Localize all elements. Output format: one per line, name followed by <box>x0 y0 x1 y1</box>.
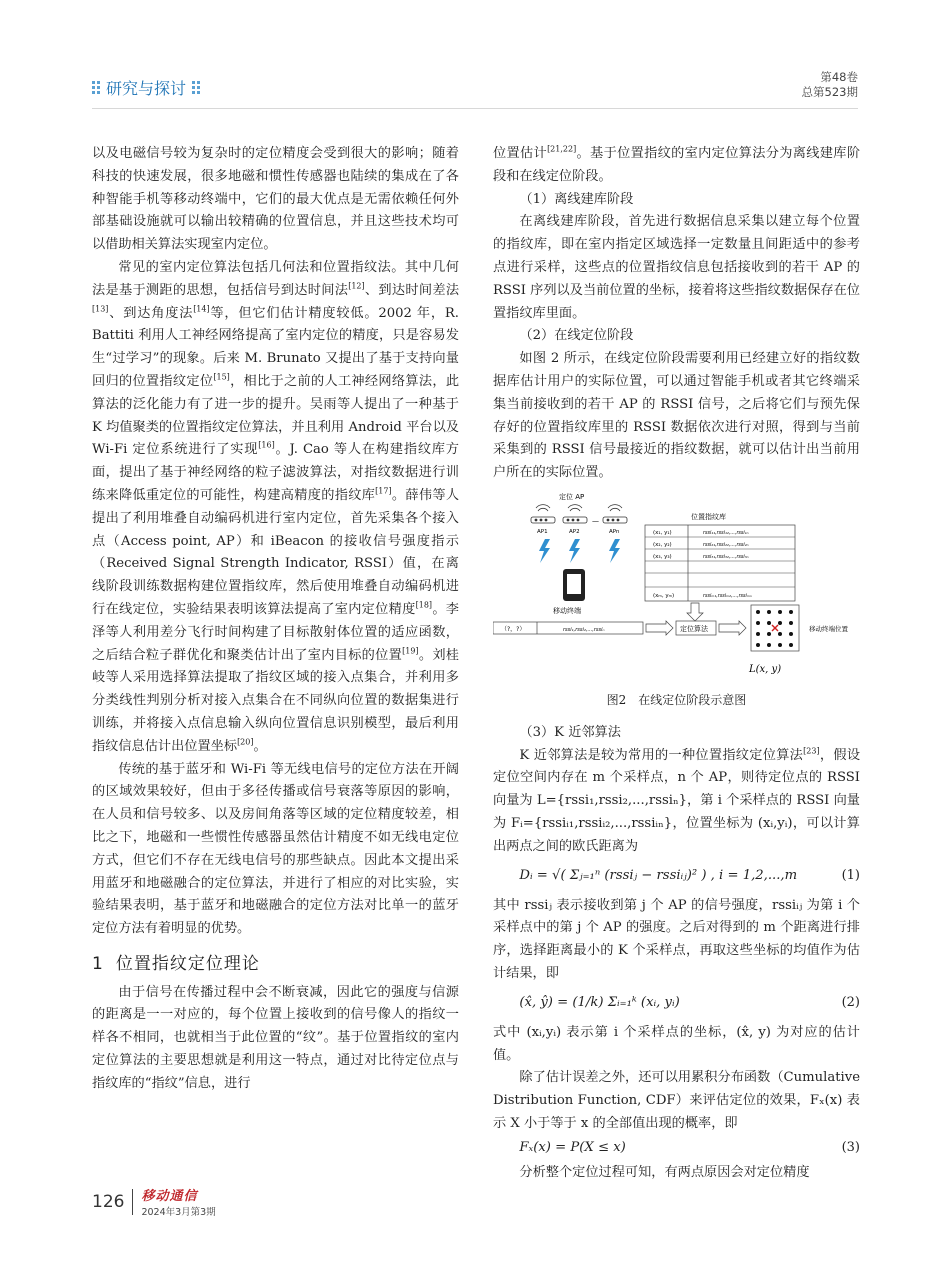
figure-online-positioning <box>493 489 860 689</box>
signal-icon <box>539 539 550 563</box>
paragraph: 如图 2 所示，在线定位阶段需要利用已经建立好的指纹数据库估计用户的实际位置，可以通过智能手机或者其它终端采集当前接收到的若干 AP 的 RSSI 信号，之后将它们与预先保存好的位置指纹库里的 RSSI 数据依次进行对照，得到与当前采集到的 RSSI 信号最接近的指纹数据，就可以估计出当前用户所在的实际位置。 <box>493 351 860 481</box>
section-title: 研究与探讨 <box>106 79 187 98</box>
paragraph: 分析整个定位过程可知，有两点原因会对定位精度 <box>519 1164 810 1180</box>
db-coord: (x₁, y₁) <box>653 529 672 536</box>
journal-info <box>141 1185 215 1218</box>
apn-label: APn <box>609 528 620 535</box>
arrow-down-icon <box>687 603 703 621</box>
journal-issue: 2024年3月第3期 <box>141 1207 216 1218</box>
equation-3: Fₓ(x) = P(X ≤ x) (3) <box>519 1140 860 1156</box>
paragraph: 由于信号在传播过程中会不断衰减，因此它的强度与信源的距离是一一对应的，每个位置上接收到的信号像人的指纹一样各不相同，也就相当于此位置的“纹”。基于位置指纹的室内定位算法的主要思想就是利用这一特点，通过对比待定位点与指纹库的“指纹”信息，进行 <box>92 984 459 1091</box>
db-rssi: rssi₃₁,rssi₃₂,...,rssi₃ₙ <box>703 554 749 560</box>
dash: — <box>592 516 599 525</box>
volume-info <box>802 70 858 100</box>
paragraph: 在离线建库阶段，首先进行数据信息采集以建立每个位置的指纹库，即在室内指定区域选择一定数量且间距适中的参考点进行采样，这些点的位置指纹信息包括接收到的若干 AP 的 RSSI 序列以及当前位置的坐标，接着将这些指纹数据保存在位置指纹库里面。 <box>493 214 860 321</box>
divider <box>132 1189 133 1215</box>
page-header <box>92 66 858 109</box>
arrow-right-icon <box>719 621 746 635</box>
router-icon <box>603 505 627 523</box>
section-heading: 1 位置指纹定位理论 <box>92 953 260 974</box>
position-label: 移动终端位置 <box>809 624 848 633</box>
section-tag <box>92 76 200 99</box>
journal-logo: 移动通信 <box>141 1189 198 1204</box>
signal-icon <box>569 539 580 563</box>
query-rssi: rssi₁,rssi₂,...,rssiₙ <box>563 626 605 633</box>
db-title: 位置指纹库 <box>691 512 726 521</box>
paragraph: 除了估计误差之外，还可以用累积分布函数（Cumulative Distribution Function, CDF）来评估定位的效果，Fₓ(x) 表示 X 小于等于 x 的全部值出现的概率，即 <box>493 1070 860 1131</box>
paragraph: 传统的基于蓝牙和 Wi-Fi 等无线电信号的定位方法在开阔的区域效果较好，但由于多径传播或信号衰落等原因的影响，在人员和信号较多、以及房间角落等区域的定位精度较差，相比之下，地磁和一些惯性传感器虽然估计精度不如无线电定位方式，但它们不存在无线电信号的那些缺点。因此本文提出采用蓝牙和地磁融合的定位算法，并进行了相应的对比实验，实验结果表明，基于蓝牙和地磁融合的定位方法对比单一的蓝牙定位方法有着明显的优势。 <box>92 761 459 937</box>
terminal-label: 移动终端 <box>553 606 581 615</box>
algo-label: 定位算法 <box>680 624 708 633</box>
db-rssi: rssi₁₁,rssi₁₂,...,rssi₁ₙ <box>703 530 749 536</box>
router-icon <box>563 505 587 523</box>
subheading: （1）离线建库阶段 <box>519 191 634 207</box>
paragraph: 式中 (xᵢ,yᵢ) 表示第 i 个采样点的坐标，(x̂, y) 为对应的估计值。 <box>493 1024 860 1063</box>
query-coord: （?，?） <box>501 625 526 633</box>
db-table <box>645 525 795 601</box>
ap-title: 定位 AP <box>559 492 585 501</box>
db-rssi: rssi₂₁,rssi₂₂,...,rssi₂ₙ <box>703 542 749 548</box>
result-label: L(x, y) <box>749 663 782 675</box>
equation-1: Dᵢ = √( Σⱼ₌₁ⁿ (rssiⱼ − rssiᵢⱼ)² ) , i = 1,2,...,m (1) <box>519 868 860 884</box>
volume-number: 第48卷 <box>820 70 858 84</box>
equation-2: (x̂, ŷ) = (1/k) Σᵢ₌₁ᵏ (xᵢ, yᵢ) (2) <box>519 995 860 1011</box>
page-number: 126 <box>92 1191 125 1212</box>
db-coord: (xₘ, yₘ) <box>653 592 675 599</box>
router-icon <box>531 505 555 523</box>
db-coord: (x₂, y₂) <box>653 541 672 548</box>
figure-caption: 图2 在线定位阶段示意图 <box>606 692 747 707</box>
right-column <box>493 143 860 1185</box>
paragraph: 其中 rssiⱼ 表示接收到第 j 个 AP 的信号强度，rssiᵢⱼ 为第 i 个采样点中的第 j 个 AP 的强度。之后对得到的 m 个距离进行排序，选择距离最小的 K 个采样点，再取这些坐标的均值作为估计结果，即 <box>493 897 860 981</box>
ap1-label: AP1 <box>537 528 548 535</box>
db-rssi: rssiₘ₁,rssiₘ₂,...,rssiₘₙ <box>703 593 752 599</box>
left-column <box>92 143 459 1096</box>
paragraph: 位置估计[21,22]。基于位置指纹的室内定位算法分为离线建库阶段和在线定位阶段。 <box>493 144 861 184</box>
total-issue: 总第523期 <box>801 85 858 99</box>
dots-icon <box>92 81 100 94</box>
figure-diagram <box>493 489 860 689</box>
arrow-right-icon <box>646 621 673 635</box>
paragraph: K 近邻算法是较为常用的一种位置指纹定位算法[23]，假设定位空间内存在 m 个采样点，n 个 AP，则待定位点的 RSSI 向量为 L={rssi₁,rssi₂,...,rssiₙ}，第 i 个采样点的 RSSI 向量为 Fᵢ={rssiᵢ₁,rssiᵢ₂,...,rssiᵢₙ}，位置坐标为 (xᵢ,yᵢ)，可以计算出两点之间的欧氏距离为 <box>493 746 861 854</box>
page-footer <box>92 1185 216 1218</box>
signal-icon <box>609 539 620 563</box>
subheading: （3）K 近邻算法 <box>519 724 621 740</box>
subheading: （2）在线定位阶段 <box>519 328 634 344</box>
paragraph: 以及电磁信号较为复杂时的定位精度会受到很大的影响；随着科技的快速发展，很多地磁和惯性传感器也陆续的集成在了各种智能手机等移动终端中，它们的最大优点是无需依赖任何外部基础设施就可以输出较精确的位置信息，并且这些技术均可以借助相关算法实现室内定位。 <box>92 146 459 253</box>
ap2-label: AP2 <box>569 528 580 535</box>
dots-icon <box>192 81 200 94</box>
db-coord: (x₃, y₃) <box>653 553 672 560</box>
paragraph: 常见的室内定位算法包括几何法和位置指纹法。其中几何法是基于测距的思想，包括信号到达时间法[12]、到达时间差法[13]、到达角度法[14]等，但它们估计精度较低。2002 年，R. Battiti 利用人工神经网络提高了室内定位的精度，只是容易发生“过学习”的现象。后来 M. Brunato 又提出了基于支持向量回归的位置指纹定位[15]，相比于之前的人工神经网络算法，此算法的泛化能力有了进一步的提升。吴雨等人提出了一种基于 K 均值聚类的位置指纹定位算法，并且利用 Android 平台以及 Wi-Fi 定位系统进行了实现[16]。J. Cao 等人在构建指纹库方面，提出了基于神经网络的粒子滤波算法，对指纹数据进行训练来降低重定位的可能性，构建高精度的指纹库[17]。薛伟等人提出了利用堆叠自动编码机进行室内定位，首先采集各个接入点（Access point, AP）和 iBeacon 的接收信号强度指示（Received Signal Strength Indicator, RSSI）值，在离线阶段训练数据构建位置指纹库，然后使用堆叠自动编码机进行在线定位，实验结果表明该算法提高了室内定位精度[18]。李泽等人利用差分飞行时间构建了目标散射体位置的适应函数，之后结合粒子群优化和聚类估计出了室内目标的位置[19]。刘桂岐等人采用选择算法提取了指纹区域的接入点集合，并利用多分类线性判别分析对接入点集合在不同纵向位置的数据集进行训练，并将接入点信息输入纵向位置信息识别模型，最后利用指纹信息估计出位置坐标[20]。 <box>92 259 460 754</box>
